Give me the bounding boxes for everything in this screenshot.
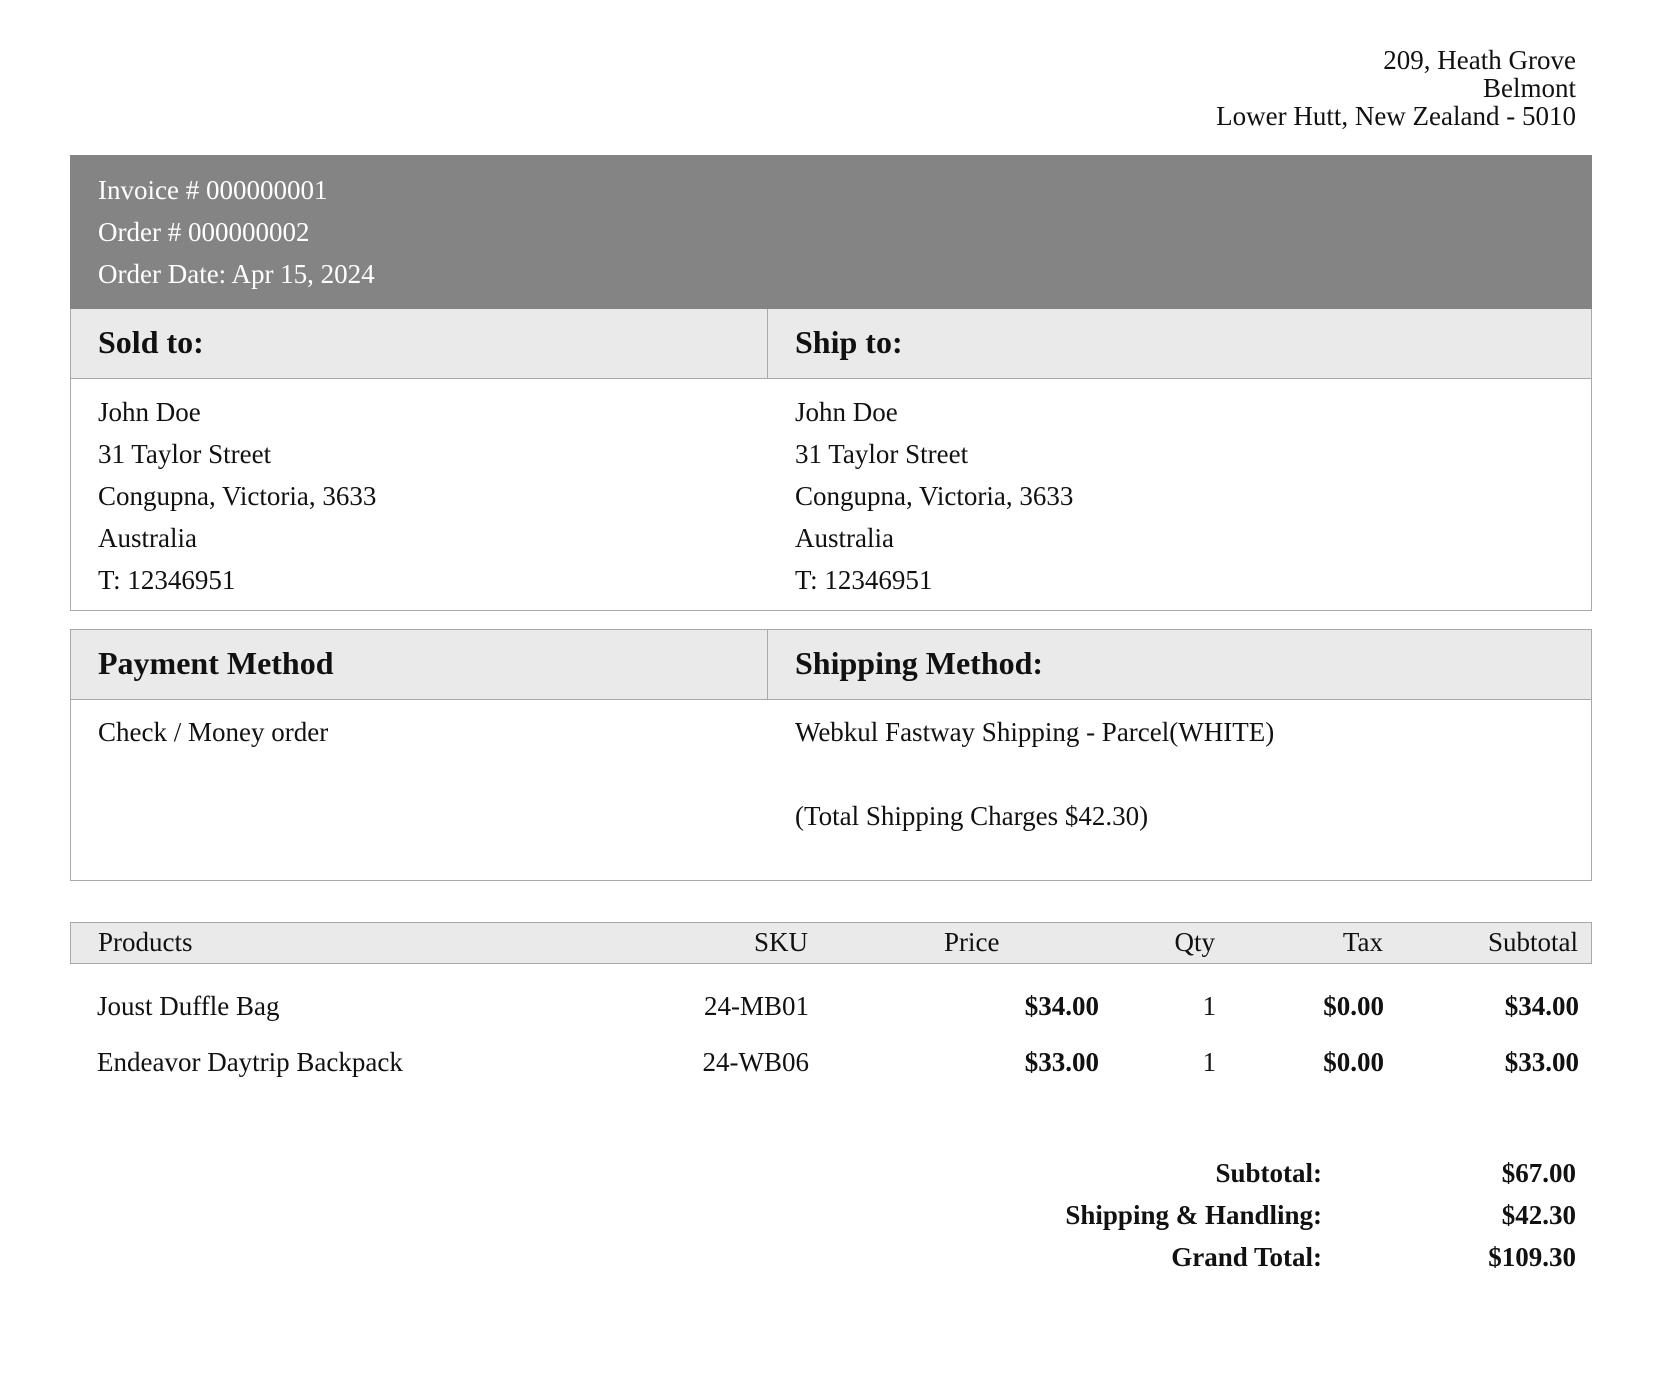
payment-method-heading: Payment Method: [71, 630, 768, 699]
column-sku: SKU: [753, 927, 808, 957]
ship-to-phone: T: 12346951: [795, 565, 933, 595]
sold-to-name: John Doe: [98, 397, 201, 427]
store-address-line: Lower Hutt, New Zealand - 5010: [1216, 101, 1576, 131]
ship-to-city: Congupna, Victoria, 3633: [795, 481, 1074, 511]
sold-to-country: Australia: [98, 523, 197, 553]
ship-to-heading: Ship to:: [795, 324, 903, 360]
item-subtotal: $34.00: [1504, 991, 1579, 1021]
shipping-handling-value: $42.30: [1501, 1200, 1576, 1230]
subtotal-row: [0, 1158, 1653, 1200]
sold-to-address: [71, 391, 768, 601]
sold-to-phone: T: 12346951: [98, 565, 236, 595]
sold-to-city: Congupna, Victoria, 3633: [98, 481, 377, 511]
payment-method-value: Check / Money order: [98, 717, 329, 747]
sold-to-street: 31 Taylor Street: [98, 439, 272, 469]
sold-to-heading: Sold to:: [71, 309, 768, 378]
subtotal-label: Subtotal:: [1215, 1158, 1322, 1188]
payment-shipping-section: [70, 629, 1592, 881]
column-qty: Qty: [1174, 927, 1215, 957]
subtotal-value: $67.00: [1501, 1158, 1576, 1188]
store-address: [1216, 46, 1576, 130]
shipping-handling-row: [0, 1200, 1653, 1242]
column-tax: Tax: [1342, 927, 1383, 957]
item-subtotal: $33.00: [1504, 1047, 1579, 1077]
items-table-header: [70, 922, 1592, 964]
column-subtotal: Subtotal: [1487, 927, 1578, 957]
address-section-body: [71, 379, 1591, 601]
grand-total-value: $109.30: [1488, 1242, 1576, 1272]
item-tax: $0.00: [1323, 1047, 1384, 1077]
grand-total-label: Grand Total:: [1171, 1242, 1322, 1272]
column-products: Products: [98, 927, 193, 957]
invoice-number: Invoice # 000000001: [98, 175, 328, 205]
order-number: Order # 000000002: [98, 217, 310, 247]
invoice-header: [70, 155, 1592, 309]
shipping-charges: (Total Shipping Charges $42.30): [795, 801, 1149, 831]
ship-to-name: John Doe: [795, 397, 898, 427]
item-qty: 1: [1202, 1047, 1216, 1077]
shipping-method-details: [768, 711, 1591, 837]
store-address-line: Belmont: [1483, 73, 1576, 103]
address-section: [70, 309, 1592, 611]
column-price: Price: [944, 927, 1000, 957]
ship-to-country: Australia: [795, 523, 894, 553]
ship-to-address: [768, 391, 1591, 601]
ship-to-street: 31 Taylor Street: [795, 439, 969, 469]
payment-shipping-body: [71, 700, 1591, 837]
item-product: Endeavor Daytrip Backpack: [97, 1047, 403, 1077]
order-date: Order Date: Apr 15, 2024: [98, 259, 375, 289]
item-price: $33.00: [1024, 1047, 1099, 1077]
item-price: $34.00: [1024, 991, 1099, 1021]
item-product: Joust Duffle Bag: [97, 991, 280, 1021]
grand-total-row: [0, 1242, 1653, 1284]
shipping-handling-label: Shipping & Handling:: [1065, 1200, 1322, 1230]
store-address-line: 209, Heath Grove: [1383, 45, 1576, 75]
shipping-method-heading: Shipping Method:: [795, 645, 1044, 681]
table-row: [70, 1047, 1592, 1089]
shipping-method-value: Webkul Fastway Shipping - Parcel(WHITE): [795, 717, 1275, 747]
item-tax: $0.00: [1323, 991, 1384, 1021]
table-row: [70, 991, 1592, 1033]
item-sku: 24-MB01: [703, 991, 809, 1021]
address-section-header: [71, 309, 1591, 379]
item-sku: 24-WB06: [702, 1047, 809, 1077]
order-totals: [0, 1158, 1653, 1284]
item-qty: 1: [1202, 991, 1216, 1021]
payment-shipping-header: [71, 630, 1591, 700]
